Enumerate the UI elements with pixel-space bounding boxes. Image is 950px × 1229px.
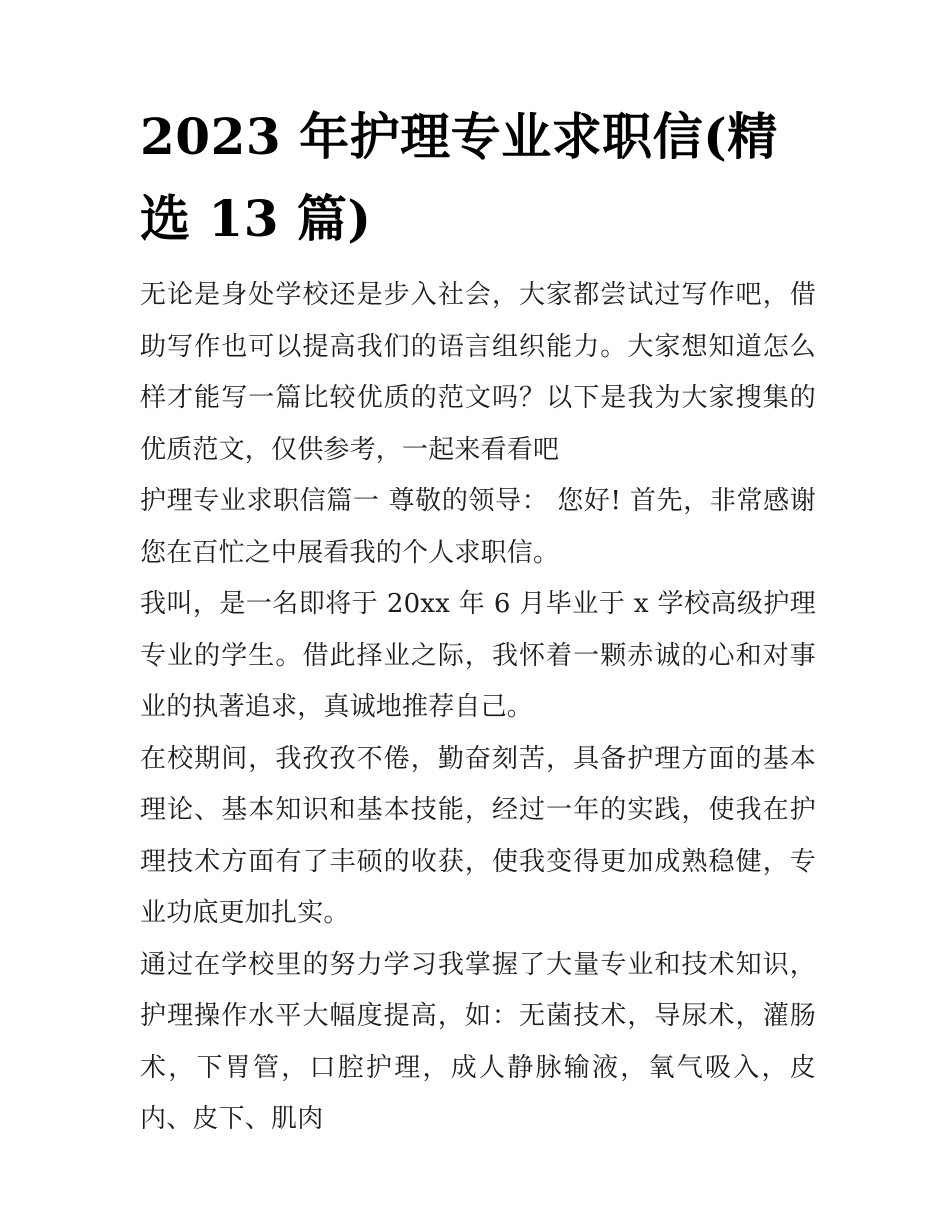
document-content (140, 0, 816, 1146)
document-title: 2023 年护理专业求职信(精选 13 篇) (140, 107, 778, 248)
paragraph-salutation: 护理专业求职信篇一 尊敬的领导： 您好! 首先，非常感谢您在百忙之中展看我的个人求职信。 (140, 486, 816, 568)
paragraph-self-introduction: 我叫，是一名即将于 20xx 年 6 月毕业于 x 学校高级护理专业的学生。借此择业之际，我怀着一颗赤诚的心和对事业的执著追求，真诚地推荐自己。 (140, 589, 816, 722)
paragraph-intro: 无论是身处学校还是步入社会，大家都尝试过写作吧，借助写作也可以提高我们的语言组织能力。大家想知道怎么样才能写一篇比较优质的范文吗？以下是我为大家搜集的优质范文，仅供参考，一起来看看吧 (140, 280, 816, 465)
paragraph-school-experience: 在校期间，我孜孜不倦，勤奋刻苦，具备护理方面的基本理论、基本知识和基本技能，经过一年的实践，使我在护理技术方面有了丰硕的收获，使我变得更加成熟稳健，专业功底更加扎实。 (140, 743, 816, 928)
document-body (140, 270, 816, 1146)
paragraph-skills: 通过在学校里的努力学习我掌握了大量专业和技术知识，护理操作水平大幅度提高，如：无菌技术，导尿术，灌肠术，下胃管，口腔护理，成人静脉输液，氧气吸入，皮内、皮下、肌肉 (140, 949, 816, 1134)
